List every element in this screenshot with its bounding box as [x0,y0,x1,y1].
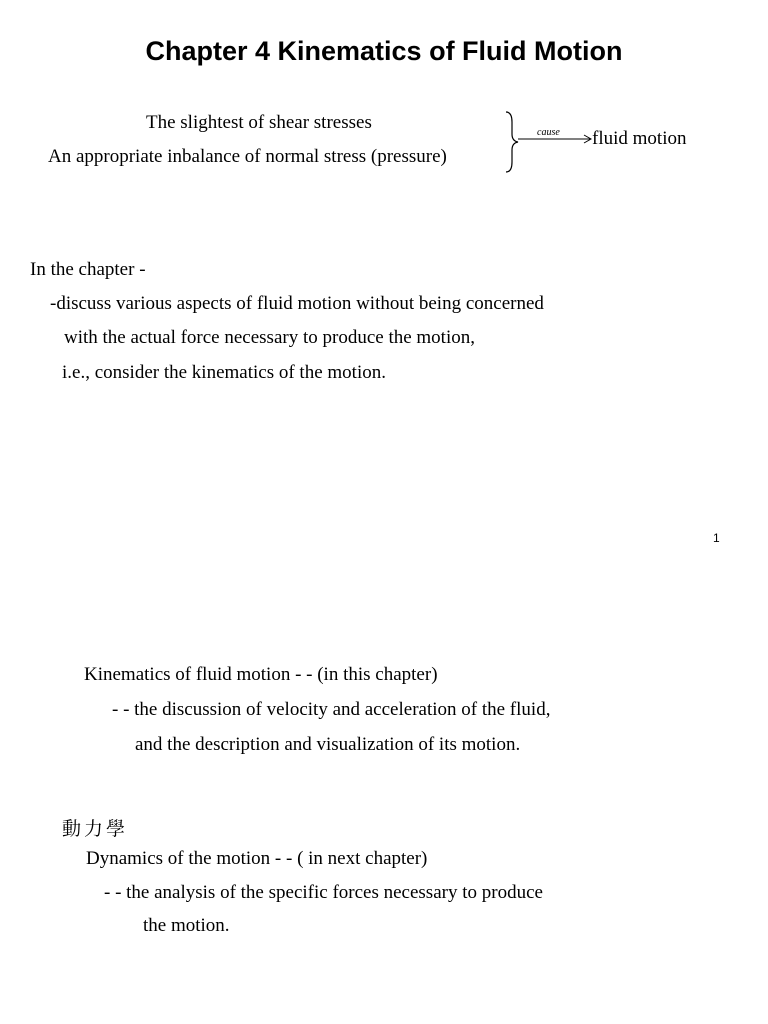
intro-text: In the chapter - [30,259,146,280]
result-fluid-motion: fluid motion [592,128,687,149]
page-number: 1 [713,531,720,545]
cause-line-shear: The slightest of shear stresses [146,112,372,133]
kinematics-line-1: - - the discussion of velocity and acceleration of the fluid, [112,699,551,720]
bullet-line-2: with the actual force necessary to produce the motion, [64,327,475,348]
cause-line-pressure: An appropriate inbalance of normal stress (pressure) [48,146,447,167]
kinematics-line-2: and the description and visualization of its motion. [135,734,521,755]
bullet-line-3: i.e., consider the kinematics of the motion. [62,362,386,383]
dynamics-line-2: the motion. [143,915,230,936]
dynamics-line-1: - - the analysis of the specific forces necessary to produce [104,882,543,903]
chinese-label: 動力學 [62,819,129,840]
cause-label: cause [537,127,560,138]
bullet-line-1: -discuss various aspects of fluid motion without being concerned [50,293,544,314]
kinematics-heading: Kinematics of fluid motion - - (in this chapter) [84,664,438,685]
dynamics-heading: Dynamics of the motion - - ( in next chapter) [86,848,428,869]
curly-brace [506,112,518,172]
brace-arrow-diagram [500,108,600,176]
page-title: Chapter 4 Kinematics of Fluid Motion [145,36,623,66]
